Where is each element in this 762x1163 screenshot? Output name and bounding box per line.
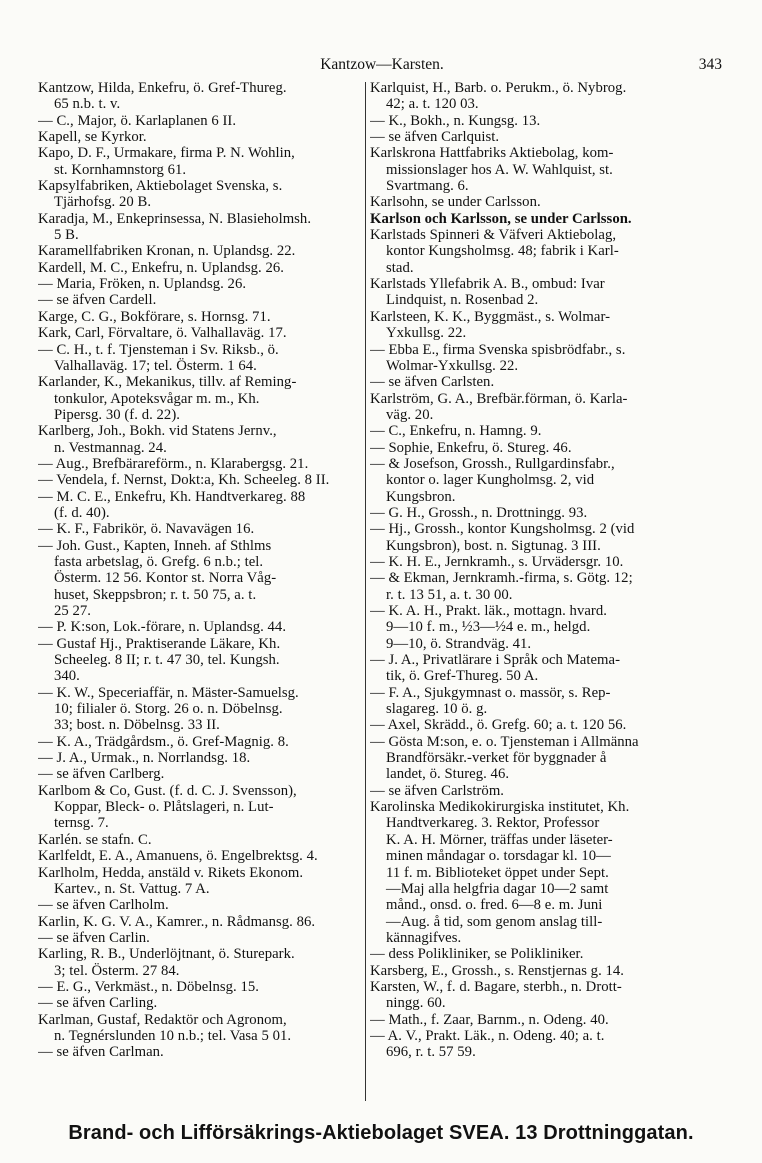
page-number: 343 <box>698 56 722 73</box>
directory-line: 3; tel. Österm. 27 84. <box>54 962 180 979</box>
directory-line: — J. A., Privatlärare i Språk och Matema- <box>370 652 621 669</box>
directory-line: Karlquist, H., Barb. o. Perukm., ö. Nybrog. <box>370 80 627 96</box>
directory-line: — Hj., Grossh., kontor Kungsholmsg. 2 (vid <box>370 521 635 538</box>
directory-line: — se äfven Carlquist. <box>370 129 500 146</box>
directory-line: Yxkullsg. 22. <box>386 325 467 342</box>
directory-line: minen måndagar o. torsdagar kl. 10— <box>386 848 611 865</box>
directory-line: Karlskrona Hattfabriks Aktiebolag, kom- <box>370 145 614 162</box>
directory-line: Karlholm, Hedda, anstäld v. Rikets Ekonom. <box>38 864 304 881</box>
directory-line: — C., Major, ö. Karlaplanen 6 II. <box>38 112 237 129</box>
directory-line: — se äfven Cardell. <box>38 292 157 309</box>
directory-line: Kark, Carl, Förvaltare, ö. Valhallaväg. 17. <box>38 325 287 342</box>
directory-line: Kartev., n. St. Vattug. 7 A. <box>54 880 210 897</box>
directory-line: månd., onsd. o. fred. 6—8 e. m. Juni <box>386 897 603 914</box>
directory-line: — & Ekman, Jernkramh.-firma, s. Götg. 12; <box>370 570 633 587</box>
column-divider <box>365 82 366 1101</box>
directory-line: ningg. 60. <box>386 995 446 1012</box>
directory-line: — Gustaf Hj., Praktiserande Läkare, Kh. <box>38 635 281 652</box>
directory-line: Handtverkareg. 3. Rektor, Professor <box>386 815 600 832</box>
directory-line: Karolinska Medikokirurgiska institutet, Kh. <box>370 799 630 816</box>
directory-line: — K. A., Trädgårdsm., ö. Gref-Magnig. 8. <box>38 733 289 750</box>
directory-line: Kapell, se Kyrkor. <box>38 129 147 146</box>
advertisement-footer: Brand- och Lifförsäkrings-Aktiebolaget SVEA. 13 Drottninggatan. <box>68 1122 694 1144</box>
directory-line: 10; filialer ö. Storg. 26 o. n. Döbelnsg. <box>54 701 283 718</box>
directory-line: Kardell, M. C., Enkefru, n. Uplandsg. 26. <box>38 259 284 276</box>
directory-line: Karlbom & Co, Gust. (f. d. C. J. Svensson), <box>38 782 297 799</box>
directory-line: — F. A., Sjukgymnast o. massör, s. Rep- <box>370 684 611 701</box>
directory-line: Karsten, W., f. d. Bagare, sterbh., n. Drott- <box>370 978 622 995</box>
directory-line: — dess Polikliniker, se Polikliniker. <box>370 946 584 963</box>
directory-line: 9—10, ö. Strandväg. 41. <box>386 635 532 652</box>
directory-line: Karlsohn, se under Carlsson. <box>370 194 541 211</box>
directory-line: — Ebba E., firma Svenska spisbrödfabr., s. <box>370 341 626 358</box>
directory-line: Kantzow, Hilda, Enkefru, ö. Gref-Thureg. <box>38 80 287 96</box>
directory-line: 33; bost. n. Döbelnsg. 33 II. <box>54 717 220 734</box>
directory-line: K. A. H. Mörner, träffas under läseter- <box>386 831 613 848</box>
directory-line: Karlén. se stafn. C. <box>38 831 152 848</box>
directory-line: Scheeleg. 8 II; r. t. 47 30, tel. Kungsh. <box>54 652 280 669</box>
directory-line: Karlberg, Joh., Bokh. vid Statens Jernv., <box>38 423 277 440</box>
directory-line: Karlsteen, K. K., Byggmäst., s. Wolmar- <box>370 308 611 325</box>
directory-line: n. Vestmannag. 24. <box>54 439 167 456</box>
directory-line: tonkulor, Apoteksvågar m. m., Kh. <box>54 390 260 407</box>
left-column <box>38 80 364 1105</box>
directory-line: —Aug. å tid, som genom anslag till- <box>386 913 603 930</box>
directory-line: — se äfven Carlin. <box>38 929 150 946</box>
page-header <box>36 56 728 78</box>
directory-line: r. t. 13 51, a. t. 30 00. <box>386 586 513 603</box>
directory-line: 42; a. t. 120 03. <box>386 96 479 113</box>
directory-line: Karlstads Spinneri & Väfveri Aktiebolag, <box>370 227 617 244</box>
directory-line: — & Josefson, Grossh., Rullgardinsfabr., <box>370 455 615 472</box>
directory-line: 696, r. t. 57 59. <box>386 1044 476 1061</box>
directory-line: kontor o. lager Kungholmsg. 2, vid <box>386 472 595 489</box>
directory-line: Karling, R. B., Underlöjtnant, ö. Sturepark. <box>38 946 295 963</box>
directory-line: Karlfeldt, E. A., Amanuens, ö. Engelbrektsg. 4. <box>38 848 318 865</box>
directory-line: — se äfven Carling. <box>38 995 158 1012</box>
directory-line: Svartmang. 6. <box>386 178 469 195</box>
directory-line: — Maria, Fröken, n. Uplandsg. 26. <box>38 276 247 293</box>
directory-line: — C., Enkefru, n. Hamng. 9. <box>370 423 542 440</box>
directory-line: 11 f. m. Biblioteket öppet under Sept. <box>386 864 609 881</box>
directory-line: Kapsylfabriken, Aktiebolaget Svenska, s. <box>38 178 283 195</box>
directory-line: — C. H., t. f. Tjensteman i Sv. Riksb., ö. <box>38 341 279 358</box>
directory-line: landet, ö. Stureg. 46. <box>386 766 510 783</box>
directory-line: — se äfven Carlberg. <box>38 766 165 783</box>
directory-line: — Joh. Gust., Kapten, Inneh. af Sthlms <box>38 537 272 554</box>
directory-line: Kungsbron), bost. n. Sigtunag. 3 III. <box>386 537 601 554</box>
directory-line: — K. A. H., Prakt. läk., mottagn. hvard. <box>370 603 607 619</box>
directory-line: — Sophie, Enkefru, ö. Stureg. 46. <box>370 439 572 456</box>
directory-line: missionslager hos A. W. Wahlquist, st. <box>386 161 613 178</box>
directory-line: — Vendela, f. Nernst, Dokt:a, Kh. Scheeleg. 8 II. <box>38 472 330 489</box>
directory-line: — se äfven Carlström. <box>370 782 505 799</box>
directory-line: — se äfven Carlman. <box>38 1044 164 1061</box>
directory-line: — K. W., Speceriaffär, n. Mäster-Samuelsg. <box>38 684 299 701</box>
directory-line: — Axel, Skrädd., ö. Grefg. 60; a. t. 120 56. <box>370 717 627 734</box>
directory-line: — K. H. E., Jernkramh., s. Urvädersgr. 10. <box>370 553 624 570</box>
directory-line: Karsberg, E., Grossh., s. Renstjernas g. 14. <box>370 962 625 979</box>
directory-line: n. Tegnérslunden 10 n.b.; tel. Vasa 5 01. <box>54 1027 292 1044</box>
directory-line: fasta arbetslag, ö. Grefg. 6 n.b.; tel. <box>54 553 264 570</box>
directory-line: Kapo, D. F., Urmakare, firma P. N. Wohlin, <box>38 145 295 162</box>
directory-line: Karamellfabriken Kronan, n. Uplandsg. 22. <box>38 243 296 260</box>
directory-line: — se äfven Carlsten. <box>370 374 495 391</box>
directory-line: — Gösta M:son, e. o. Tjensteman i Allmänna <box>370 733 639 750</box>
running-title: Kantzow—Karsten. <box>320 56 444 73</box>
directory-line: tik, ö. Gref-Thureg. 50 A. <box>386 668 539 685</box>
directory-line: (f. d. 40). <box>54 504 110 521</box>
directory-line: Koppar, Bleck- o. Plåtslageri, n. Lut- <box>54 799 274 816</box>
directory-line: — P. K:son, Lok.-förare, n. Uplandsg. 44. <box>38 619 287 636</box>
directory-line: huset, Skeppsbron; r. t. 50 75, a. t. <box>54 586 257 603</box>
directory-line: Brandförsäkr.-verket för byggnader å <box>386 750 607 767</box>
directory-line: Wolmar-Yxkullsg. 22. <box>386 357 519 374</box>
directory-line: st. Kornhamnstorg 61. <box>54 161 187 178</box>
directory-line: Pipersg. 30 (f. d. 22). <box>54 406 180 423</box>
directory-line: kännagifves. <box>386 929 462 946</box>
directory-line: Karlin, K. G. V. A., Kamrer., n. Rådmansg. 86. <box>38 913 316 930</box>
directory-line: Tjärhofsg. 20 B. <box>54 194 152 211</box>
directory-line: — K., Bokh., n. Kungsg. 13. <box>370 112 541 129</box>
directory-line: Valhallaväg. 17; tel. Österm. 1 64. <box>54 357 257 374</box>
directory-line: — Aug., Brefbärareförm., n. Klarabergsg. 21. <box>38 455 309 472</box>
directory-line: — G. H., Grossh., n. Drottningg. 93. <box>370 504 588 521</box>
directory-line: 9—10 f. m., ½3—½4 e. m., helgd. <box>386 619 591 636</box>
directory-line: — E. G., Verkmäst., n. Döbelnsg. 15. <box>38 978 260 995</box>
directory-line: Österm. 12 56. Kontor st. Norra Våg- <box>54 570 277 587</box>
directory-line: — A. V., Prakt. Läk., n. Odeng. 40; a. t. <box>370 1027 605 1044</box>
right-column <box>370 80 726 1105</box>
directory-line: slagareg. 10 ö. g. <box>386 701 488 718</box>
directory-line: — K. F., Fabrikör, ö. Navavägen 16. <box>38 521 255 538</box>
directory-line: stad. <box>386 259 414 276</box>
directory-line: Karlson och Karlsson, se under Carlsson. <box>370 210 632 227</box>
directory-line: Kungsbron. <box>386 488 456 505</box>
directory-line: 25 27. <box>54 603 92 619</box>
directory-line: Karlström, G. A., Brefbär.förman, ö. Karla- <box>370 390 628 407</box>
directory-line: Lindquist, n. Rosenbad 2. <box>386 292 539 309</box>
directory-line: 5 B. <box>54 227 79 244</box>
directory-line: — J. A., Urmak., n. Norrlandsg. 18. <box>38 750 251 767</box>
directory-line: 65 n.b. t. v. <box>54 96 121 113</box>
directory-line: Karlstads Yllefabrik A. B., ombud: Ivar <box>370 276 605 293</box>
directory-line: ternsg. 7. <box>54 815 109 832</box>
directory-line: kontor Kungsholmsg. 48; fabrik i Karl- <box>386 243 619 260</box>
directory-line: —Maj alla helgfria dagar 10—2 samt <box>386 880 609 897</box>
directory-line: — M. C. E., Enkefru, Kh. Handtverkareg. 88 <box>38 488 306 505</box>
directory-line: Karge, C. G., Bokförare, s. Hornsg. 71. <box>38 308 271 325</box>
directory-line: Karlander, K., Mekanikus, tillv. af Reming- <box>38 374 297 391</box>
directory-line: 340. <box>54 668 80 685</box>
directory-line: Karlman, Gustaf, Redaktör och Agronom, <box>38 1011 287 1028</box>
directory-line: — Math., f. Zaar, Barnm., n. Odeng. 40. <box>370 1011 609 1028</box>
directory-line: väg. 20. <box>386 406 434 423</box>
directory-line: — se äfven Carlholm. <box>38 897 169 914</box>
directory-line: Karadja, M., Enkeprinsessa, N. Blasieholmsh. <box>38 210 312 227</box>
